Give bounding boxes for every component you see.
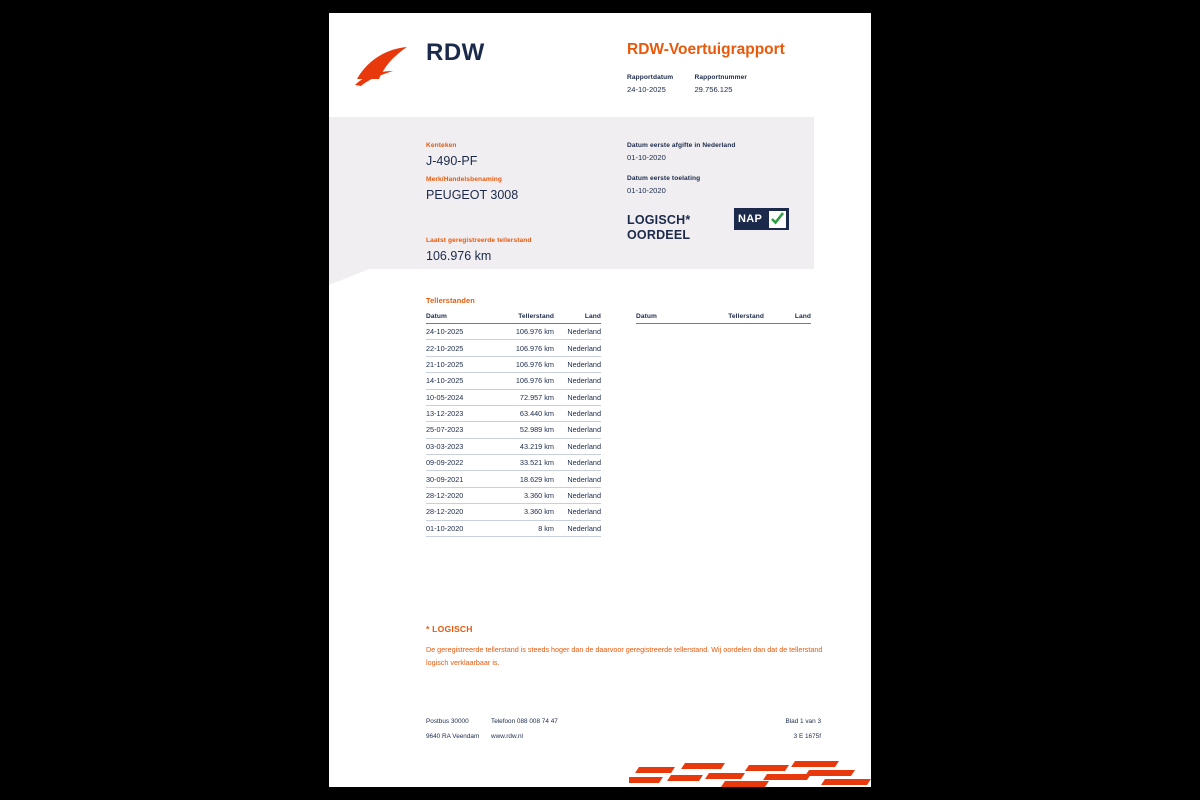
- last-odometer-label: Laatst geregistreerde tellerstand: [426, 237, 532, 244]
- document-header: [329, 13, 871, 117]
- nap-badge: [734, 208, 789, 230]
- odometer-section-title: Tellerstanden: [426, 296, 475, 305]
- report-title: RDW-Voertuigrapport: [627, 41, 785, 58]
- cell-tellerstand: 8 km: [538, 523, 554, 533]
- report-number-block: [694, 74, 747, 94]
- cell-datum: 21-10-2025: [426, 359, 464, 369]
- footer-row-2: [426, 733, 821, 740]
- nap-badge-label: NAP: [738, 213, 763, 225]
- table-row: [426, 373, 601, 389]
- footer-address: 9640 RA Veendam: [426, 733, 480, 740]
- report-date-value: 24-10-2025: [627, 85, 666, 94]
- table-row: [426, 357, 601, 373]
- cell-datum: 28-12-2020: [426, 507, 464, 517]
- cell-tellerstand: 106.976 km: [515, 343, 554, 353]
- cell-tellerstand: 3.360 km: [523, 490, 554, 500]
- cell-datum: 09-09-2022: [426, 458, 464, 468]
- col-land: Land: [584, 313, 601, 320]
- table-row: [426, 471, 601, 487]
- rdw-wordmark: RDW: [426, 39, 485, 66]
- footer-telefoon: Telefoon 088 008 74 47: [491, 718, 558, 725]
- odometer-table-left: [426, 313, 601, 537]
- cell-datum: 10-05-2024: [426, 392, 464, 402]
- verdict-line-1: LOGISCH*: [627, 213, 691, 227]
- table-row: [426, 422, 601, 438]
- cell-land: Nederland: [567, 458, 601, 468]
- table-header-row: [426, 313, 601, 324]
- footer-form-code: 3 E 1675f: [793, 733, 821, 740]
- table-row: [426, 488, 601, 504]
- cell-tellerstand: 72.957 km: [519, 392, 554, 402]
- cell-land: Nederland: [567, 441, 601, 451]
- checkmark-icon: [768, 210, 787, 229]
- last-odometer-field: [426, 237, 532, 263]
- cell-land: Nederland: [567, 359, 601, 369]
- cell-datum: 01-10-2020: [426, 523, 464, 533]
- footer-page-number: Blad 1 van 3: [785, 718, 821, 725]
- cell-land: Nederland: [567, 409, 601, 419]
- cell-land: Nederland: [567, 425, 601, 435]
- footer-postbus: Postbus 30000: [426, 718, 469, 725]
- band-corner-notch: [329, 269, 369, 285]
- cell-datum: 24-10-2025: [426, 327, 464, 337]
- table-row: [426, 439, 601, 455]
- cell-land: Nederland: [567, 523, 601, 533]
- cell-tellerstand: 63.440 km: [519, 409, 554, 419]
- col-datum: Datum: [426, 313, 448, 320]
- footer-row-1: [426, 718, 821, 725]
- cell-datum: 03-03-2023: [426, 441, 464, 451]
- odometer-section: [426, 296, 816, 533]
- cell-land: Nederland: [567, 392, 601, 402]
- cell-tellerstand: 106.976 km: [515, 327, 554, 337]
- vehicle-info-band: [329, 117, 814, 269]
- footnote-body: De geregistreerde tellerstand is steeds hoger dan de daarvoor geregistreerde tellerstand. Wij oordelen dan dat de tellerstand logisch verklaarbaar is.: [426, 645, 823, 667]
- odometer-table-right: [636, 313, 811, 324]
- cell-land: Nederland: [567, 343, 601, 353]
- table-row: [426, 504, 601, 520]
- col-land: Land: [794, 313, 811, 320]
- report-date-block: [627, 74, 690, 94]
- cell-land: Nederland: [567, 507, 601, 517]
- cell-tellerstand: 106.976 km: [515, 359, 554, 369]
- first-issue-value: 01-10-2020: [627, 153, 666, 162]
- table-row: [426, 521, 601, 537]
- cell-datum: 22-10-2025: [426, 343, 464, 353]
- verdict-text: [627, 213, 690, 243]
- footnote-block: [426, 624, 826, 669]
- first-issue-field: [627, 142, 735, 162]
- cell-tellerstand: 43.219 km: [519, 441, 554, 451]
- cell-datum: 14-10-2025: [426, 376, 464, 386]
- table-row: [426, 390, 601, 406]
- kenteken-label: Kenteken: [426, 142, 457, 149]
- cell-tellerstand: 52.989 km: [519, 425, 554, 435]
- footnote-title: * LOGISCH: [426, 624, 473, 634]
- table-row: [426, 340, 601, 356]
- first-issue-label: Datum eerste afgifte in Nederland: [627, 142, 736, 149]
- document-footer: [426, 718, 821, 748]
- cell-land: Nederland: [567, 376, 601, 386]
- merk-label: Merk/Handelsbenaming: [426, 176, 503, 183]
- kenteken-field: [426, 142, 477, 168]
- report-date-label: Rapportdatum: [627, 74, 674, 81]
- cell-tellerstand: 106.976 km: [515, 376, 554, 386]
- col-datum: Datum: [636, 313, 658, 320]
- report-meta: [627, 74, 847, 94]
- first-admission-value: 01-10-2020: [627, 186, 666, 195]
- report-number-label: Rapportnummer: [694, 74, 748, 81]
- kenteken-value: J-490-PF: [426, 154, 478, 168]
- table-row: [426, 324, 601, 340]
- merk-value: PEUGEOT 3008: [426, 188, 519, 202]
- cell-datum: 28-12-2020: [426, 490, 464, 500]
- footer-website: www.rdw.nl: [491, 733, 523, 740]
- verdict-line-2: OORDEEL: [627, 228, 691, 242]
- table-row: [426, 455, 601, 471]
- document-page: [329, 13, 871, 787]
- cell-land: Nederland: [567, 327, 601, 337]
- cell-tellerstand: 18.629 km: [519, 474, 554, 484]
- table-header-row: [636, 313, 811, 324]
- rdw-feather-logo-icon: [355, 45, 421, 87]
- table-row: [426, 406, 601, 422]
- cell-datum: 13-12-2023: [426, 409, 464, 419]
- first-admission-field: [627, 175, 700, 195]
- cell-datum: 25-07-2023: [426, 425, 464, 435]
- cell-datum: 30-09-2021: [426, 474, 464, 484]
- merk-field: [426, 176, 518, 202]
- col-tellerstand: Tellerstand: [518, 313, 554, 320]
- cell-land: Nederland: [567, 474, 601, 484]
- last-odometer-value: 106.976 km: [426, 249, 492, 263]
- cell-land: Nederland: [567, 490, 601, 500]
- report-number-value: 29.756.125: [694, 85, 733, 94]
- footer-decorative-graphic: [629, 761, 871, 787]
- cell-tellerstand: 33.521 km: [519, 458, 554, 468]
- col-tellerstand: Tellerstand: [728, 313, 764, 320]
- first-admission-label: Datum eerste toelating: [627, 175, 701, 182]
- cell-tellerstand: 3.360 km: [523, 507, 554, 517]
